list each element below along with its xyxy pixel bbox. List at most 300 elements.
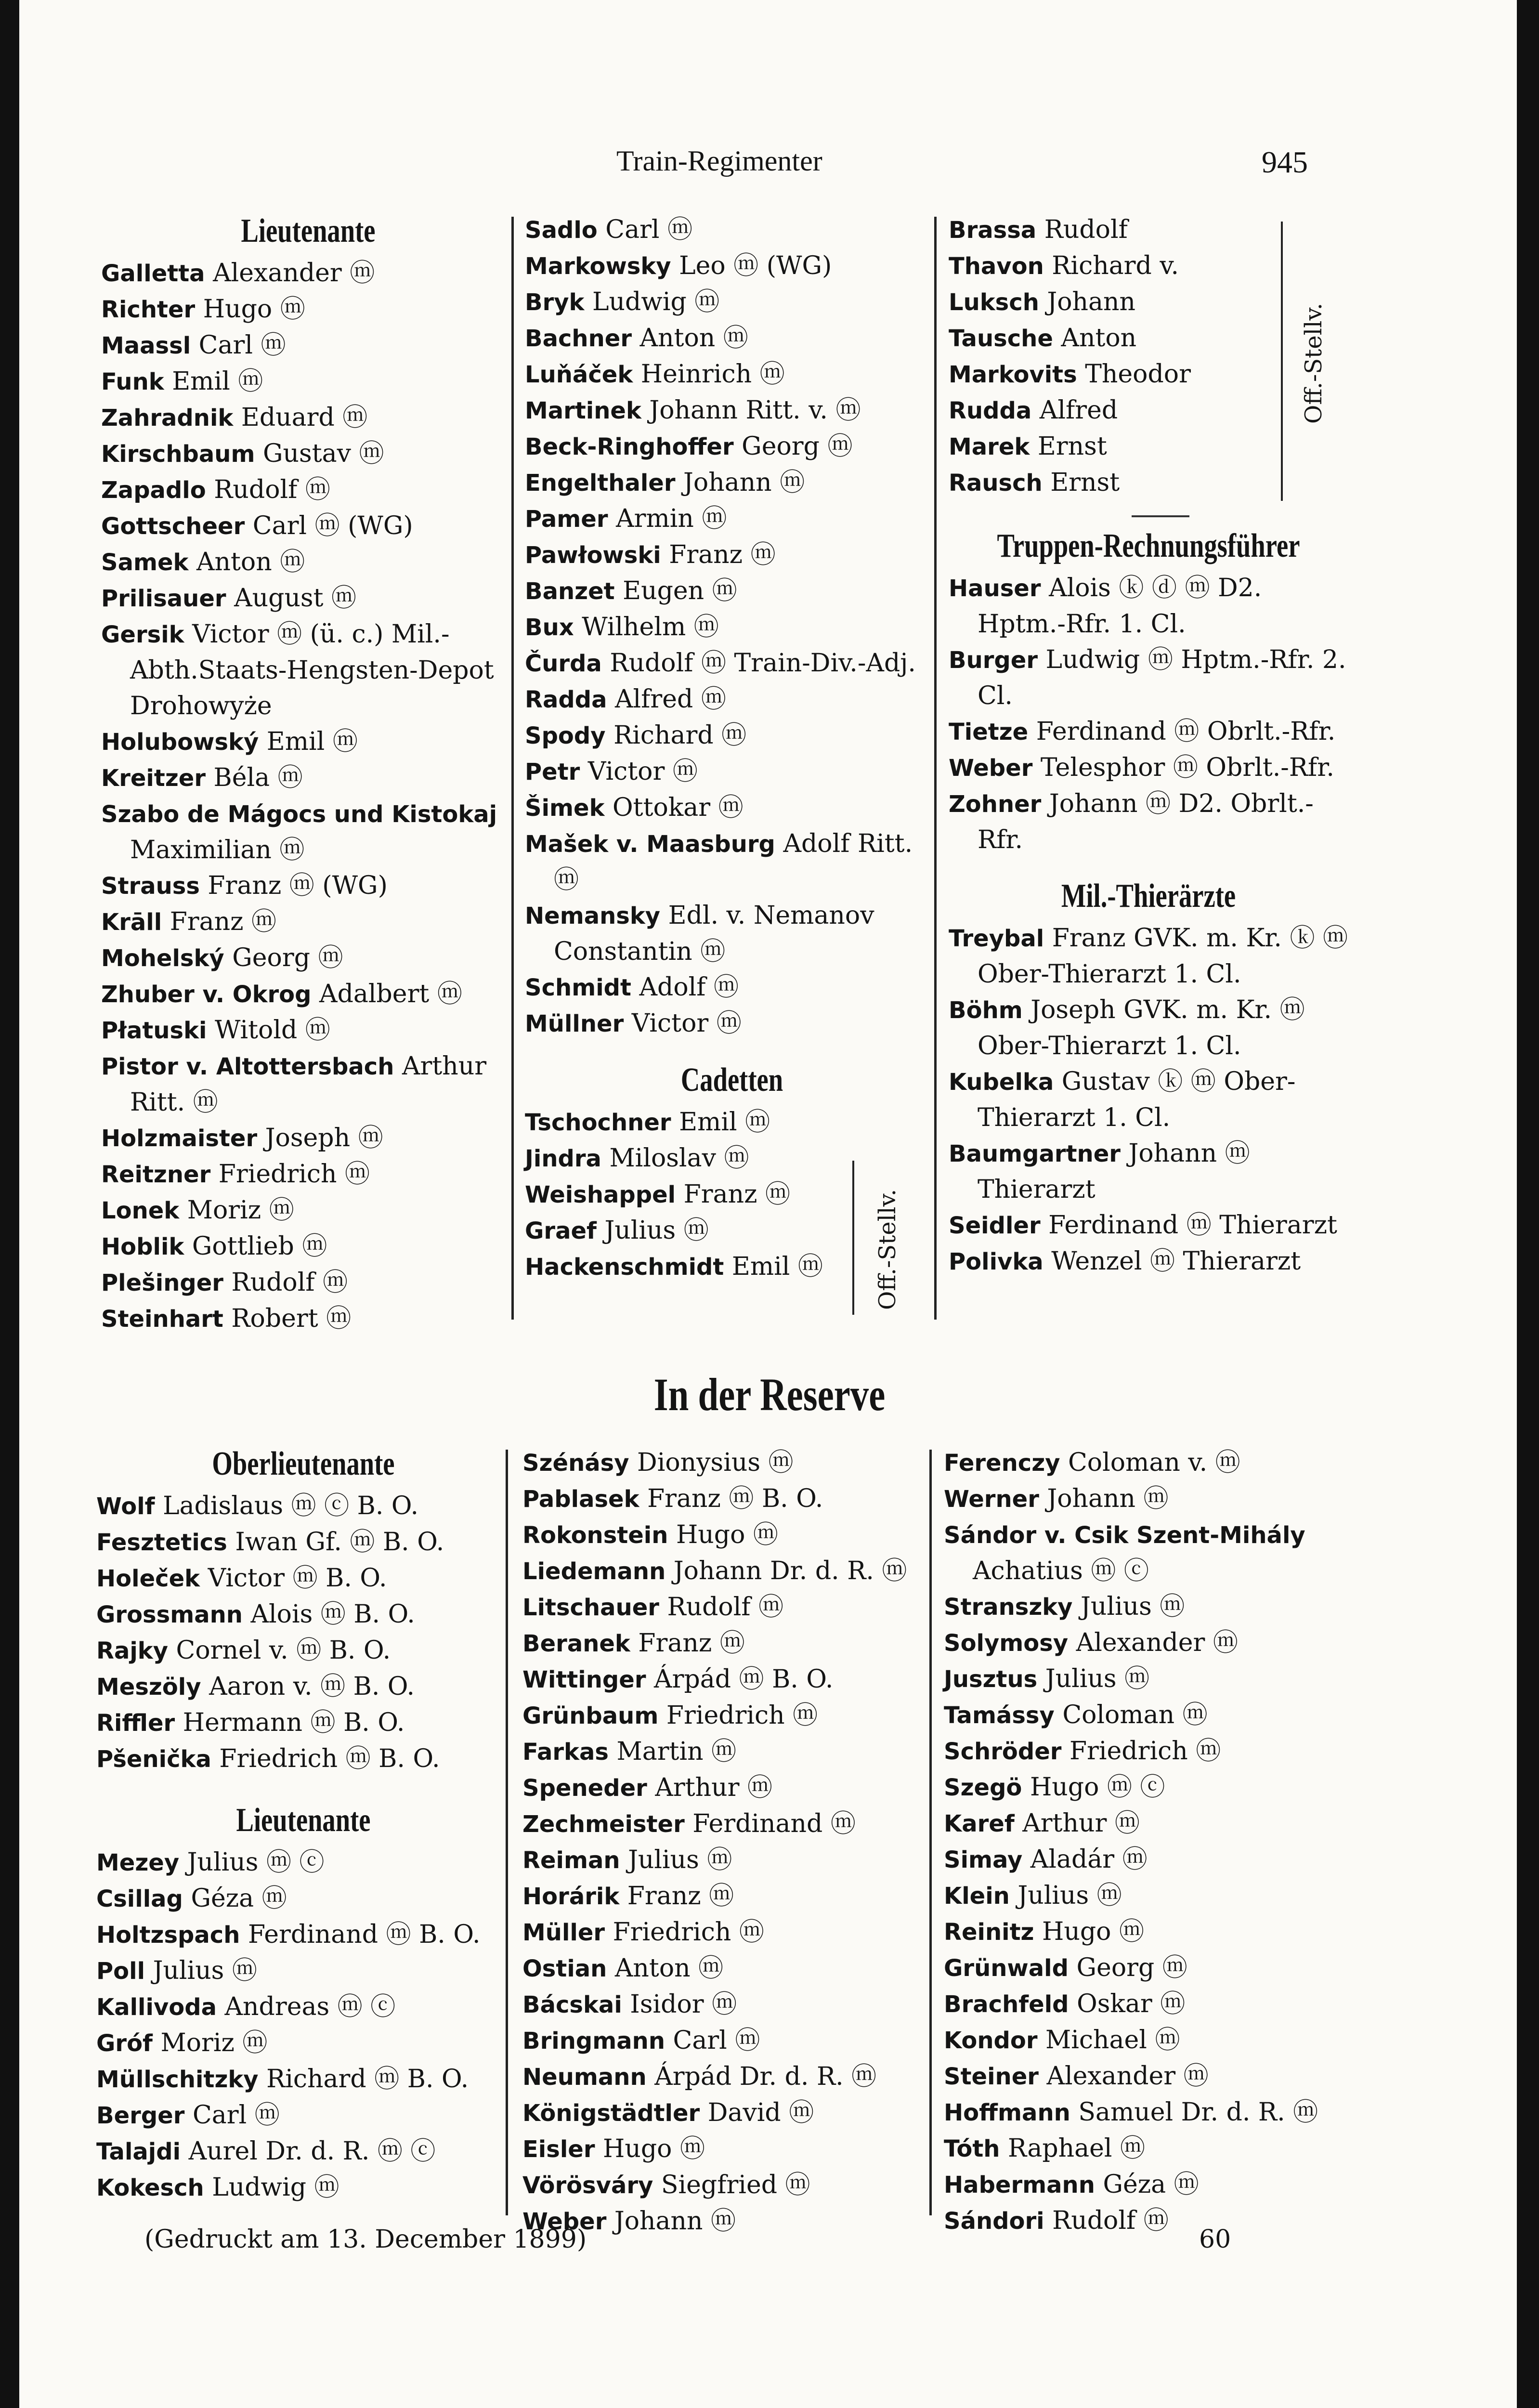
surname: Ferenczy [944, 1450, 1060, 1477]
entry-details: Julius ⓜ [604, 1216, 709, 1245]
surname: Zhuber v. Okrog [101, 981, 312, 1008]
surname: Böhm [949, 997, 1023, 1024]
surname: Vörösváry [522, 2172, 653, 2199]
column-divider [511, 217, 514, 1320]
entry-details: Johann ⓜ D2. Obrlt.-Rfr. [978, 789, 1314, 854]
surname: Prilisauer [101, 585, 226, 612]
surname: Rajky [96, 1637, 169, 1664]
list-item [525, 718, 939, 754]
list-item [949, 248, 1348, 284]
list-item [525, 790, 939, 826]
surname: Seidler [949, 1212, 1041, 1239]
surname: Klein [944, 1883, 1010, 1910]
list-item [101, 364, 515, 400]
surname: Zapadlo [101, 477, 206, 504]
entry-details: Alfred ⓜ [615, 685, 726, 714]
print-date-note: (Gedruckt am 13. December 1899) [144, 2225, 587, 2254]
list-item [944, 1950, 1353, 1986]
list-item [522, 1806, 937, 1842]
list-item [101, 1120, 515, 1156]
entry-details: Alexander ⓜ [1076, 1628, 1238, 1657]
surname: Plešinger [101, 1269, 223, 1296]
entry-details: Aaron v. ⓜ B. O. [209, 1672, 415, 1701]
list-item [101, 472, 515, 508]
entry-details: Ernst [1037, 432, 1107, 461]
surname: Horárik [522, 1883, 620, 1910]
surname: Luksch [949, 289, 1039, 316]
surname: Pamer [525, 506, 608, 533]
surname: Krāll [101, 909, 162, 936]
stellv-label: Off.-Stellv. [1300, 302, 1327, 424]
list-item [525, 969, 939, 1006]
list-item [522, 2131, 937, 2167]
list-item [522, 1625, 937, 1662]
entry-details: Johann ⓜ Thierarzt [978, 1139, 1250, 1204]
list-item [949, 992, 1348, 1064]
entry-details: Franz ⓜ [683, 1180, 790, 1209]
surname: Pistor v. Altottersbach [101, 1053, 394, 1080]
list-item [525, 429, 939, 465]
entry-details: Oskar ⓜ [1077, 1989, 1186, 2018]
entry-details: Andreas ⓜ ⓒ [224, 1992, 396, 2021]
entry-details: Theodor [1085, 360, 1191, 389]
entry-details: Alois ⓜ B. O. [250, 1600, 415, 1629]
surname: Bachner [525, 325, 632, 352]
surname: Šimek [525, 795, 605, 822]
entry-details: Rudolf ⓜ [1052, 2206, 1169, 2235]
reserve-col-2 [522, 1445, 937, 2239]
surname: Luňáček [525, 361, 633, 388]
list-item [525, 537, 939, 573]
entry-details: Franz ⓜ B. O. [647, 1484, 823, 1513]
surname: Spody [525, 722, 606, 749]
list-item [522, 1662, 937, 1698]
surname: Bux [525, 614, 574, 641]
surname: Sándori [944, 2208, 1044, 2235]
entry-details: Arthur ⓜ [655, 1773, 773, 1802]
list-item [949, 320, 1348, 356]
surname: Jindra [525, 1145, 601, 1172]
entry-details: Hugo ⓜ [676, 1520, 778, 1549]
top-col-1 [101, 212, 515, 1337]
entry-details: Ferdinand ⓜ Obrlt.-Rfr. [1036, 717, 1336, 746]
surname: Markowsky [525, 253, 671, 280]
list-item [949, 465, 1348, 501]
surname: Nemansky [525, 903, 661, 929]
surname: Polivka [949, 1248, 1043, 1275]
list-item [522, 1842, 937, 1878]
surname: Szegö [944, 1774, 1022, 1801]
entry-details: Hugo ⓜ [1042, 1917, 1144, 1946]
entry-details: Adalbert ⓜ [319, 980, 462, 1008]
heading-rechnungsfuehrer: Truppen-Rechnungsführer [997, 527, 1300, 564]
entry-details: Robert ⓜ [231, 1304, 352, 1333]
surname: Baumgartner [949, 1140, 1121, 1167]
top-col-2 [525, 212, 939, 1285]
surname: Holzmaister [101, 1125, 258, 1152]
list-item [944, 1697, 1353, 1733]
list-item [949, 429, 1348, 465]
entry-details: Friedrich ⓜ [613, 1918, 764, 1947]
entry-details: Richard ⓜ [613, 721, 747, 750]
list-item [944, 2094, 1353, 2131]
entry-details: Géza ⓜ [191, 1884, 287, 1913]
entry-details: Samuel Dr. d. R. ⓜ [1078, 2098, 1318, 2127]
list-item [522, 1950, 937, 1987]
surname: Ostian [522, 1955, 607, 1982]
heading-cadetten: Cadetten [680, 1061, 783, 1099]
list-item [522, 1734, 937, 1770]
entry-details: Eugen ⓜ [623, 576, 737, 605]
entry-details: Coloman ⓜ [1062, 1701, 1208, 1729]
entry-details: Anton ⓜ [614, 1954, 724, 1983]
surname: Gróf [96, 2030, 153, 2057]
list-item [522, 1589, 937, 1625]
surname: Szénásy [522, 1450, 629, 1477]
surname: Reinitz [944, 1919, 1034, 1946]
entry-details: Emil ⓜ [731, 1252, 823, 1281]
surname: Beranek [522, 1630, 630, 1657]
list-item [949, 786, 1348, 858]
entry-details: Franz ⓜ [638, 1629, 745, 1658]
list-item [944, 2167, 1353, 2203]
entry-details: Moriz ⓜ [160, 2028, 268, 2057]
entry-details: Johann ⓜ [614, 2207, 736, 2236]
surname: Bryk [525, 289, 585, 316]
entry-details: Coloman v. ⓜ [1068, 1448, 1240, 1477]
surname: Wolf [96, 1493, 155, 1520]
list-item [525, 465, 939, 501]
surname: Tietze [949, 719, 1029, 746]
entry-details: Anton ⓜ [639, 324, 748, 353]
entry-details: Victor ⓜ (ü. c.) Mil.-Abth.Staats-Hengsten-Depot Drohowyże [130, 620, 494, 720]
surname: Eisler [522, 2136, 595, 2163]
surname: Weishappel [525, 1181, 676, 1208]
entry-details: Richard ⓜ B. O. [266, 2065, 469, 2094]
surname: Hoffmann [944, 2099, 1070, 2126]
list-item [96, 1669, 510, 1705]
surname: Holeček [96, 1565, 200, 1592]
surname: Maassl [101, 332, 191, 359]
surname: Tóth [944, 2135, 1000, 2162]
surname: Csillag [96, 1885, 183, 1912]
surname: Reitzner [101, 1161, 211, 1188]
list-item [522, 1878, 937, 1914]
surname: Čurda [525, 650, 602, 677]
sheet-number: 60 [1199, 2225, 1231, 2254]
list-item [949, 1064, 1348, 1136]
list-item [101, 580, 515, 616]
heading-lieutenante: Lieutenante [241, 212, 376, 249]
left-scan-edge [0, 0, 19, 2408]
list-item [944, 2058, 1353, 2094]
entry-details: Hugo ⓜ [203, 295, 305, 324]
surname: Kokesch [96, 2174, 204, 2201]
entry-details: Siegfried ⓜ [661, 2171, 810, 2199]
surname: Kondor [944, 2027, 1038, 2054]
surname: Schmidt [525, 974, 631, 1001]
entry-details: Edl. v. Nemanov Constantin ⓜ [554, 901, 874, 966]
surname: Zohner [949, 791, 1042, 818]
entry-details: Johann Ritt. v. ⓜ [649, 396, 861, 425]
list-item [949, 750, 1348, 786]
list-item [96, 1881, 510, 1917]
surname: Farkas [522, 1739, 609, 1766]
cadet-brace [852, 1161, 854, 1315]
list-item [525, 212, 939, 248]
surname: Martinek [525, 397, 641, 424]
entry-details: Franz ⓜ [627, 1882, 734, 1911]
surname: Bácskai [522, 1991, 622, 2018]
surname: Speneder [522, 1775, 647, 1802]
list-item [522, 1770, 937, 1806]
list-item [944, 1661, 1353, 1697]
surname: Pšenička [96, 1746, 211, 1773]
list-item [522, 1445, 937, 1481]
entry-details: Dionysius ⓜ [637, 1448, 794, 1477]
entry-details: Hugo ⓜ [603, 2134, 705, 2163]
entry-details: Carl ⓜ [605, 215, 693, 244]
entry-details: Rudolf [1044, 215, 1128, 244]
list-item [101, 291, 515, 327]
entry-details: Iwan Gf. ⓜ B. O. [235, 1528, 444, 1557]
surname: Grünbaum [522, 1702, 659, 1729]
entry-details: Ludwig ⓜ [592, 288, 720, 316]
list-item [96, 2061, 510, 2097]
reserve-col-3 [944, 1445, 1353, 2239]
surname: Kallivoda [96, 1994, 217, 2021]
surname: Müllschitzky [96, 2066, 259, 2093]
list-item [96, 1953, 510, 1989]
list-item [525, 573, 939, 609]
surname: Marek [949, 433, 1030, 460]
entry-details: Aladár ⓜ [1030, 1845, 1148, 1874]
entry-details: Michael ⓜ [1045, 2026, 1180, 2055]
reserve-col-1 [96, 1445, 510, 2206]
list-item [96, 1917, 510, 1953]
list-item [96, 1488, 510, 1524]
entry-details: Géza ⓜ [1103, 2170, 1199, 2199]
surname: Werner [944, 1486, 1039, 1513]
entry-details: Ferdinand ⓜ B. O. [248, 1920, 481, 1949]
entry-list [101, 255, 515, 1337]
list-item [96, 2133, 510, 2170]
surname: Gottscheer [101, 513, 245, 540]
entry-details: Johann ⓜ [1047, 1484, 1169, 1513]
surname: Bringmann [522, 2028, 665, 2055]
surname: Strauss [101, 873, 200, 900]
list-item [525, 826, 939, 898]
list-item [96, 1741, 510, 1777]
surname: Kirschbaum [101, 441, 255, 468]
list-item [949, 642, 1348, 714]
list-item [949, 356, 1348, 393]
list-item [944, 1517, 1353, 1589]
surname: Weber [522, 2208, 607, 2235]
entry-details: Wilhelm ⓜ [582, 613, 719, 641]
surname: Hoblik [101, 1233, 184, 1260]
entry-details: Moriz ⓜ [187, 1196, 294, 1225]
entry-details: Ferdinand ⓜ Thierarzt [1048, 1211, 1337, 1240]
list-item [101, 1156, 515, 1192]
entry-details: Ludwig ⓜ Hptm.-Rfr. 2. Cl. [978, 645, 1346, 710]
list-item [522, 2023, 937, 2059]
list-item [525, 645, 939, 681]
entry-details: Emil ⓜ [266, 727, 358, 756]
entry-details: Arthur Ritt. ⓜ [130, 1052, 487, 1117]
page-number: 945 [1262, 145, 1308, 179]
surname: Rudda [949, 397, 1032, 424]
list-item [101, 1192, 515, 1229]
entry-details: Anton ⓜ [196, 548, 305, 576]
heading-thieraerzte: Mil.-Thierärzte [1061, 877, 1236, 915]
list-item [522, 1517, 937, 1553]
surname: Mezey [96, 1849, 180, 1876]
entry-details: Armin ⓜ [616, 504, 727, 533]
surname: Treybal [949, 925, 1044, 952]
surname: Grossmann [96, 1601, 243, 1628]
list-item [944, 1589, 1353, 1625]
list-item [522, 2059, 937, 2095]
surname: Banzet [525, 578, 615, 605]
list-item [96, 1989, 510, 2025]
surname: Tschochner [525, 1109, 671, 1136]
entry-details: Rudolf ⓜ [667, 1593, 784, 1622]
list-item [96, 1597, 510, 1633]
entry-details: Wenzel ⓜ Thierarzt [1051, 1247, 1301, 1276]
surname: Burger [949, 647, 1038, 674]
right-scan-edge [1517, 0, 1539, 2408]
list-item [101, 436, 515, 472]
list-item [525, 393, 939, 429]
surname: Wittinger [522, 1666, 646, 1693]
entry-details: Julius ⓜ [628, 1845, 732, 1874]
entry-details: Rudolf ⓜ Train-Div.-Adj. [610, 649, 916, 678]
surname: Beck-Ringhoffer [525, 433, 734, 460]
list-item [525, 248, 939, 284]
list-item [944, 1625, 1353, 1661]
surname: Berger [96, 2102, 185, 2129]
list-item [525, 284, 939, 320]
entry-details: Achatius ⓜ ⓒ [973, 1557, 1149, 1585]
rech-list [949, 570, 1348, 858]
column-divider [934, 217, 937, 1320]
surname: Brassa [949, 217, 1037, 244]
entry-details: Alexander ⓜ [213, 259, 375, 288]
entry-details: Friedrich ⓜ [666, 1701, 818, 1730]
list-item [944, 2131, 1353, 2167]
surname: Solymosy [944, 1630, 1069, 1657]
short-rule [1132, 515, 1189, 517]
list-item [96, 1524, 510, 1560]
list-item [525, 754, 939, 790]
surname: Stranszky [944, 1594, 1073, 1621]
entry-details: Aurel Dr. d. R. ⓜ ⓒ [188, 2137, 436, 2166]
list-item [525, 1140, 939, 1177]
list-item [96, 1705, 510, 1741]
entry-details: Johann [1047, 288, 1136, 316]
entry-details: Adolf ⓜ [639, 973, 739, 1002]
entry-details: Maximilian ⓜ [130, 836, 305, 864]
list-item [944, 2203, 1353, 2239]
entry-details: Anton [1061, 324, 1137, 353]
list-item [101, 1301, 515, 1337]
entry-details: Raphael ⓜ [1008, 2134, 1146, 2163]
surname: Fesztetics [96, 1529, 227, 1556]
entry-details: David ⓜ [707, 2098, 814, 2127]
entry-details: Cornel v. ⓜ B. O. [176, 1636, 391, 1665]
list-item [525, 356, 939, 393]
surname: Petr [525, 759, 580, 785]
surname: Poll [96, 1958, 145, 1985]
surname: Pablasek [522, 1486, 639, 1513]
surname: Mašek v. Maasburg [525, 831, 775, 858]
entry-details: Friedrich ⓜ [218, 1160, 370, 1189]
list-item [525, 609, 939, 645]
surname: Zechmeister [522, 1811, 685, 1838]
entry-details: Joseph ⓜ [265, 1124, 383, 1152]
heading-lieutenante-reserve: Lieutenante [236, 1802, 371, 1839]
entry-details: Julius ⓜ [1017, 1881, 1122, 1910]
list-item [949, 920, 1348, 992]
surname: Richter [101, 296, 196, 323]
list-item [101, 724, 515, 760]
list-item [949, 1207, 1348, 1243]
surname: Liedemann [522, 1558, 666, 1585]
surname: Rausch [949, 470, 1043, 497]
surname: Radda [525, 686, 607, 713]
top-col-3 [949, 212, 1348, 1280]
heading-reserve: In der Reserve [653, 1369, 886, 1420]
entry-details: Árpád ⓜ B. O. [654, 1665, 834, 1694]
heading-oberlieutenante: Oberlieutenante [212, 1445, 395, 1482]
surname: Reiman [522, 1847, 620, 1874]
list-item [101, 1265, 515, 1301]
entry-list [944, 1445, 1353, 2239]
list-item [96, 2170, 510, 2206]
surname: Simay [944, 1846, 1023, 1873]
entry-details: Richard v. [1052, 251, 1179, 280]
list-item [522, 2095, 937, 2131]
entry-details: Friedrich ⓜ [1069, 1737, 1221, 1766]
surname: Thavon [949, 253, 1044, 280]
entry-details: Adolf Ritt. ⓜ [554, 829, 913, 894]
list-item [101, 616, 515, 724]
entry-details: Ottokar ⓜ [613, 793, 743, 822]
entry-details: Telesphor ⓜ Obrlt.-Rfr. [1040, 753, 1334, 782]
entry-details: Gottlieb ⓜ [192, 1232, 327, 1261]
list-item [944, 1445, 1353, 1481]
list-item [944, 1481, 1353, 1517]
list-item [949, 1136, 1348, 1207]
list-item [949, 714, 1348, 750]
list-item [101, 1012, 515, 1048]
list-item [101, 1229, 515, 1265]
entry-list [522, 1445, 937, 2239]
entry-details: Georg ⓜ [232, 943, 343, 972]
surname: Jusztus [944, 1666, 1038, 1693]
entry-list [949, 212, 1348, 501]
list-item [522, 1914, 937, 1950]
entry-details: Eduard ⓜ [241, 403, 368, 432]
entry-details: Julius ⓜ ⓒ [187, 1848, 325, 1877]
surname: Sándor v. Csik Szent-Mihály [944, 1522, 1305, 1549]
surname: Płatuski [101, 1017, 207, 1044]
entry-details: August ⓜ [234, 584, 357, 613]
surname: Neumann [522, 2064, 647, 2091]
surname: Müller [522, 1919, 605, 1946]
surname: Engelthaler [525, 470, 676, 497]
